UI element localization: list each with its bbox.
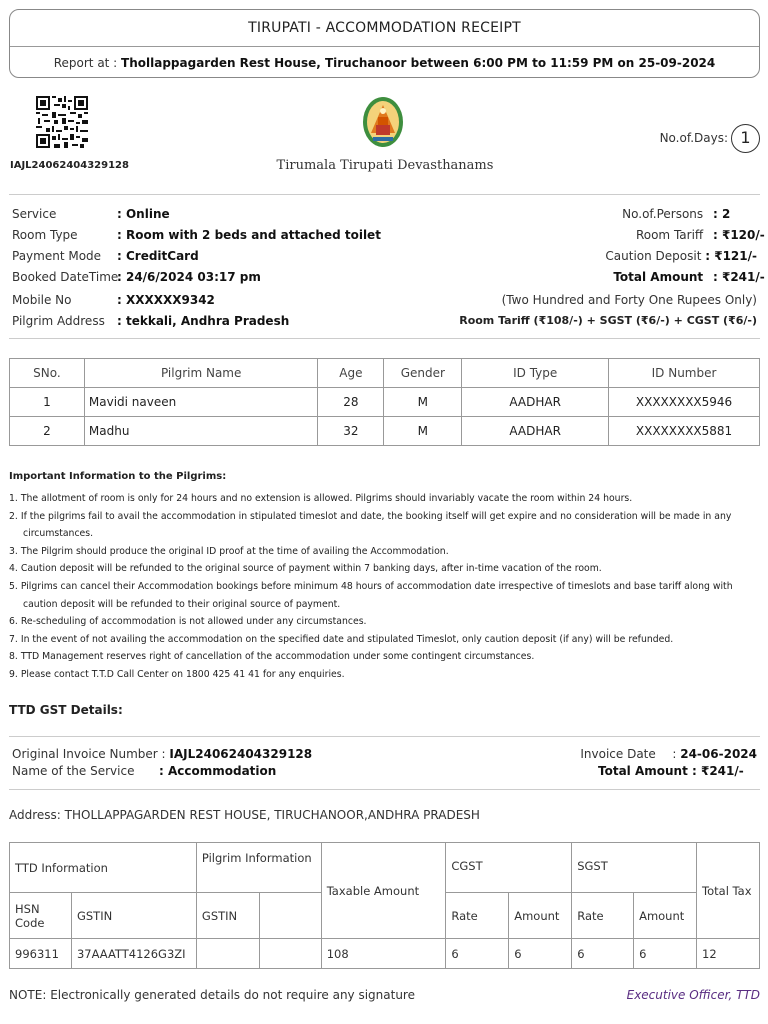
table-row [10,417,760,446]
gst-gstin: 37AAATT4126G3ZI [71,939,196,969]
booking-id: IAJL24062404329128 [10,160,129,171]
detail-value: : Online [117,207,170,221]
report-info [10,56,759,70]
gst-sgst-rate: 6 [572,939,634,969]
caution-info [605,249,757,263]
report-prefix: Report at : [53,56,122,70]
col-id-type: ID Type [462,359,609,388]
list-item: 4. Caution deposit will be refunded to the original source of payment within 7 banking days, after in-time vacation of the room. [9,563,602,575]
divider [9,338,760,339]
receipt-header [9,9,760,78]
gst-title: TTD GST Details: [9,703,123,717]
gst-cgst-rate-header: Rate [446,893,509,939]
detail-label: Room Type [12,228,78,242]
service-name [12,764,276,778]
divider [9,789,760,790]
list-item: 2. If the pilgrims fail to avail the accommodation in stipulated timeslot and date, the booking itself will get expire and no consideration will be made in any circumstances. [9,510,732,540]
detail-label: Pilgrim Address [12,314,105,328]
gst-hsn: 996311 [10,939,72,969]
gst-cgst-header: CGST [446,843,572,893]
service-label: Name of the Service [12,764,135,778]
cell-age: 28 [318,388,384,417]
col-name: Pilgrim Name [84,359,318,388]
persons-value: : 2 [713,207,731,221]
cell-id-type: AADHAR [462,417,609,446]
qr-code-icon [36,96,88,148]
col-gender: Gender [384,359,462,388]
detail-value: : XXXXXX9342 [117,293,215,307]
gst-cgst-amount: 6 [509,939,572,969]
total-label: Total Amount [613,270,704,284]
header-divider [10,46,759,47]
persons-label: No.of.Persons [622,207,704,221]
caution-value: : ₹121/- [705,249,757,263]
table-row [10,388,760,417]
important-list [9,490,764,684]
days-value: 1 [731,124,760,153]
list-item: 6. Re-scheduling of accommodation is not allowed under any circumstances. [9,616,367,628]
gst-taxable-header: Taxable Amount [321,843,446,939]
invoice-number [12,747,312,761]
cell-age: 32 [318,417,384,446]
detail-value: : tekkali, Andhra Pradesh [117,314,290,328]
detail-value: : 24/6/2024 03:17 pm [117,270,261,284]
total-value: : ₹241/- [713,270,765,284]
gst-sgst-rate-header: Rate [572,893,634,939]
detail-label: Booked DateTime [12,270,119,284]
cell-id-number: XXXXXXXX5881 [609,417,760,446]
gst-ttd-info: TTD Information [10,843,197,893]
footer-note: NOTE: Electronically generated details do not require any signature [9,988,415,1002]
cell-name: Madhu [84,417,318,446]
invoice-date: Invoice Date : 24-06-2024 [580,747,757,761]
cell-id-number: XXXXXXXX5946 [609,388,760,417]
caution-label: Caution Deposit [605,249,702,263]
list-item: 8. TTD Management reserves right of cancellation of the accommodation under some contingent circumstances. [9,651,535,663]
gst-table [9,842,760,969]
detail-label: Service [12,207,57,221]
list-item: 1. The allotment of room is only for 24 hours and no extension is allowed. Pilgrims should invariably vacate the room within 24 hours. [9,493,633,504]
detail-value: : Room with 2 beds and attached toilet [117,228,381,242]
gst-hsn-header: HSN Code [10,893,72,939]
gst-blank-header [259,893,321,939]
gst-blank [259,939,321,969]
gst-cgst-rate: 6 [446,939,509,969]
tariff-breakdown: Room Tariff (₹108/-) + SGST (₹6/-) + CGST (₹6/-) [459,314,757,327]
tariff-info [635,228,765,242]
invoice-date-value: 24-06-2024 [680,747,757,761]
divider [9,736,760,737]
report-text: Thollappagarden Rest House, Tiruchanoor between 6:00 PM to 11:59 PM on 25-09-2024 [121,56,716,70]
divider [9,194,760,195]
gst-cgst-amount-header: Amount [509,893,572,939]
gst-taxable: 108 [321,939,446,969]
service-value: : Accommodation [159,764,277,778]
table-row [10,939,760,969]
gst-pilgrim-gstin-header: GSTIN [196,893,259,939]
gst-gstin-header: GSTIN [71,893,196,939]
org-name: Tirumala Tirupati Devasthanams [276,158,494,173]
gst-sgst-header: SGST [572,843,697,893]
gst-pilgrim-info: Pilgrim Information [196,843,321,893]
gst-total-label: Total Amount : [598,764,701,778]
cell-name: Mavidi naveen [84,388,318,417]
detail-label: Payment Mode [12,249,102,263]
tariff-label: Room Tariff [635,228,704,242]
detail-value: : CreditCard [117,249,199,263]
receipt-title: TIRUPATI - ACCOMMODATION RECEIPT [248,20,521,36]
detail-label: Mobile No [12,293,72,307]
col-sno: SNo. [10,359,85,388]
persons-info [622,207,757,221]
amount-words: (Two Hundred and Forty One Rupees Only) [501,293,757,307]
tariff-value: : ₹120/- [713,228,765,242]
total-info [613,270,765,284]
days-label: No.of.Days: [659,131,728,145]
cell-id-type: AADHAR [462,388,609,417]
gst-total-tax: 12 [697,939,760,969]
ttd-seal-icon [361,95,405,149]
gst-total-tax-header: Total Tax [697,843,760,939]
list-item: 9. Please contact T.T.D Call Center on 1800 425 41 41 for any enquiries. [9,668,345,680]
col-age: Age [318,359,384,388]
gst-total-value: ₹241/- [700,764,744,778]
list-item: 3. The Pilgrim should produce the original ID proof at the time of availing the Accommodation. [9,545,449,557]
pilgrims-table [9,358,760,446]
invoice-value: IAJL24062404329128 [169,747,313,761]
signatory: Executive Officer, TTD [626,988,760,1002]
list-item: 5. Pilgrims can cancel their Accommodation bookings before minimum 48 hours of accommodation date irrespective of timeslots and base tariff along with caution deposit will be refunded to their original source of payment. [9,580,733,610]
gst-pilgrim-gstin [196,939,259,969]
cell-sno: 2 [10,417,85,446]
invoice-date-label: Invoice Date [580,747,656,761]
cell-sno: 1 [10,388,85,417]
important-title: Important Information to the Pilgrims: [9,471,227,482]
gst-sgst-amount: 6 [634,939,697,969]
gst-header-row [10,843,760,893]
gst-address: Address: THOLLAPPAGARDEN REST HOUSE, TIRUCHANOOR,ANDHRA PRADESH [9,808,480,822]
list-item: 7. In the event of not availing the accommodation on the specified date and stipulated Timeslot, only caution deposit (if any) will be refunded. [9,633,674,645]
cell-gender: M [384,417,462,446]
gst-sgst-amount-header: Amount [634,893,697,939]
table-header-row [10,359,760,388]
col-id-number: ID Number [609,359,760,388]
gst-total [598,764,744,778]
cell-gender: M [384,388,462,417]
invoice-label: Original Invoice Number : [12,747,170,761]
